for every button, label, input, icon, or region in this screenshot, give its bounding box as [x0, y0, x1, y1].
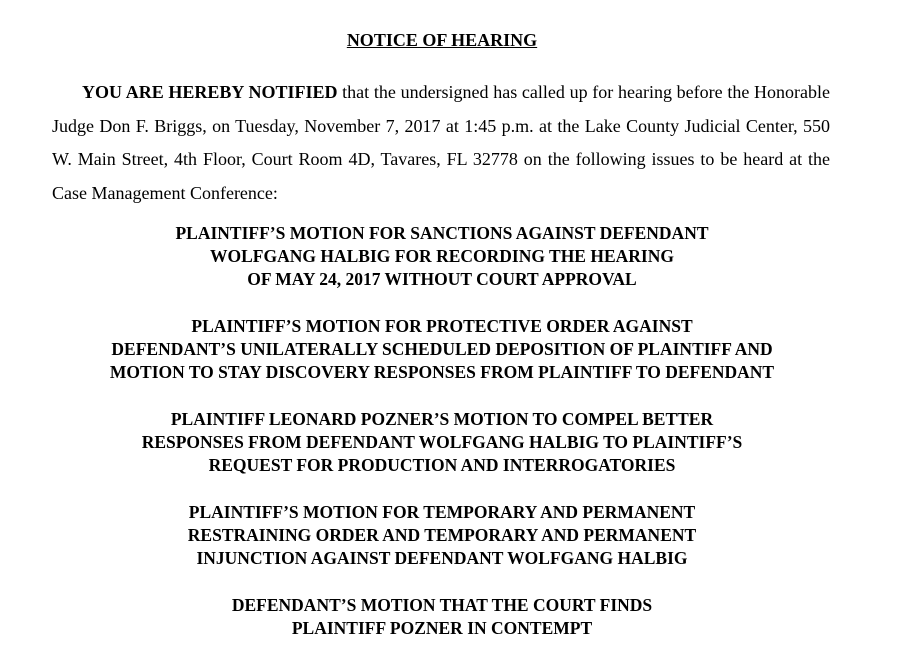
motion-item [0, 501, 884, 570]
motion-line: DEFENDANT’S MOTION THAT THE COURT FINDS [231, 595, 653, 615]
motion-line: PLAINTIFF’S MOTION FOR TEMPORARY AND PERMANENT [188, 502, 696, 522]
motion-item [0, 408, 884, 477]
intro-lead: YOU ARE HEREBY NOTIFIED [82, 82, 338, 102]
motion-line: RESTRAINING ORDER AND TEMPORARY AND PERMANENT [187, 525, 697, 545]
intro-body: that the undersigned has called up for hearing before the Honorable Judge Don F. Briggs, on Tuesday, November 7, 2017 at 1:45 p.m. at the Lake County Judicial Center, 550 W. Main Street, 4th Floor, Court Room 4D, Tavares, FL 32778 on the following issues to be heard at the Case Management Conference: [52, 82, 830, 203]
motion-item [0, 594, 884, 640]
motion-item [0, 315, 884, 384]
motion-line: PLAINTIFF POZNER IN CONTEMPT [291, 618, 593, 638]
motion-line: PLAINTIFF’S MOTION FOR PROTECTIVE ORDER AGAINST [191, 316, 693, 336]
motion-line: RESPONSES FROM DEFENDANT WOLFGANG HALBIG TO PLAINTIFF’S [141, 432, 743, 452]
motion-line: OF MAY 24, 2017 WITHOUT COURT APPROVAL [247, 269, 637, 289]
motion-line: INJUNCTION AGAINST DEFENDANT WOLFGANG HALBIG [196, 548, 688, 568]
motion-line: DEFENDANT’S UNILATERALLY SCHEDULED DEPOSITION OF PLAINTIFF AND [111, 339, 773, 359]
motion-line: REQUEST FOR PRODUCTION AND INTERROGATORIES [208, 455, 676, 475]
motion-line: PLAINTIFF LEONARD POZNER’S MOTION TO COMPEL BETTER [170, 409, 714, 429]
motions-list [0, 222, 884, 664]
motion-item [0, 222, 884, 291]
motion-line: WOLFGANG HALBIG FOR RECORDING THE HEARING [210, 246, 674, 266]
document-title: NOTICE OF HEARING [346, 30, 538, 50]
motion-line: PLAINTIFF’S MOTION FOR SANCTIONS AGAINST DEFENDANT [175, 223, 709, 243]
intro-paragraph [52, 76, 830, 210]
motion-line: MOTION TO STAY DISCOVERY RESPONSES FROM PLAINTIFF TO DEFENDANT [109, 362, 775, 382]
